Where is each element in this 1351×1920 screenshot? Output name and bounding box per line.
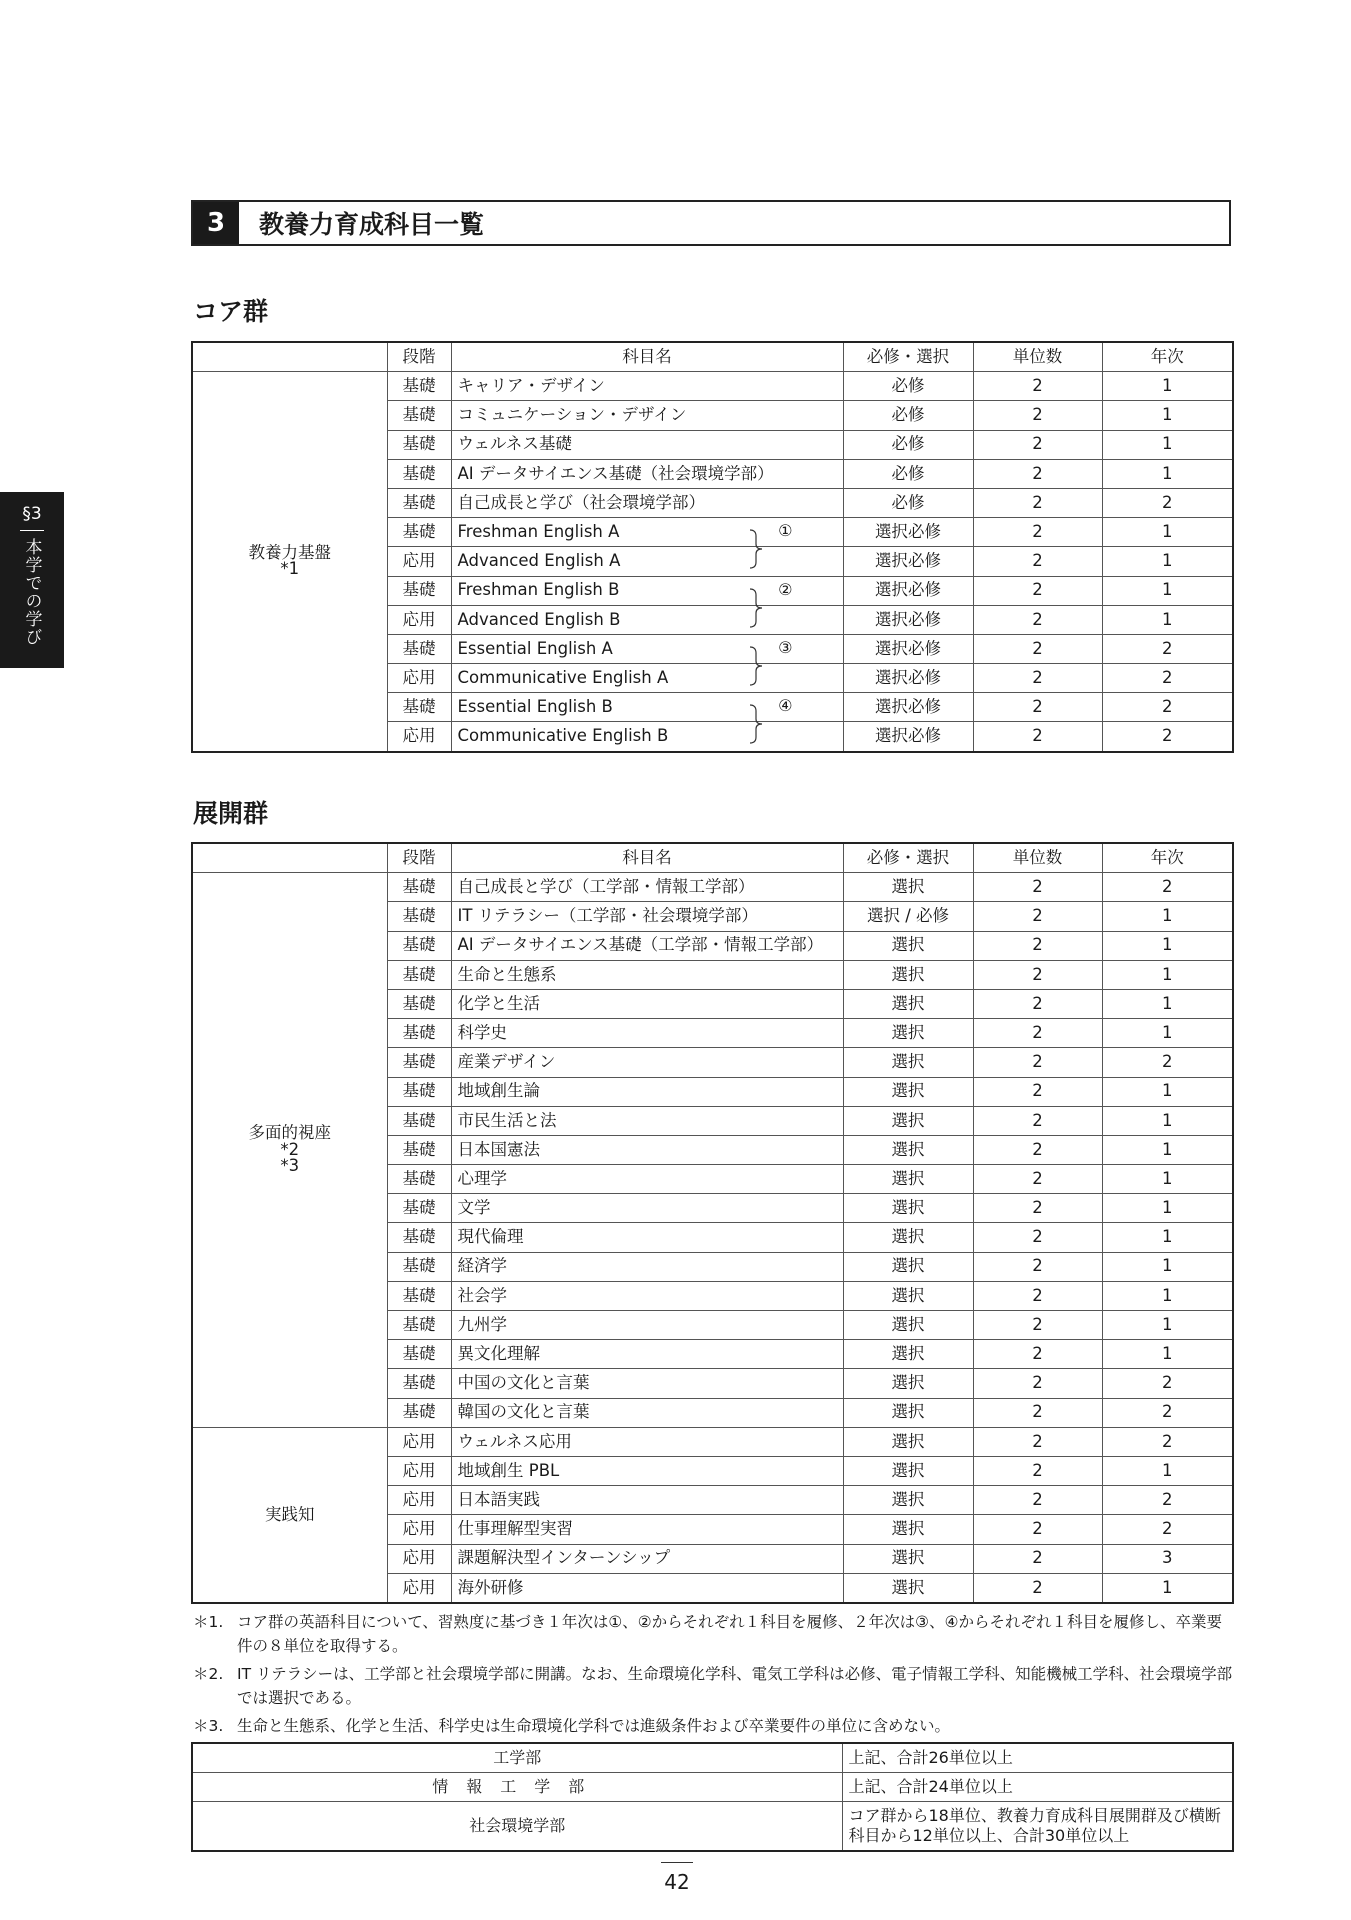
course-name: 韓国の文化と言葉 — [457, 1402, 590, 1422]
course-name-cell — [451, 1340, 843, 1369]
credits-cell: 2 — [973, 931, 1102, 960]
course-name: 地域創生 PBL — [457, 1460, 560, 1480]
credits-cell: 2 — [973, 1515, 1102, 1544]
credits-cell: 2 — [973, 547, 1102, 576]
dev-table — [191, 842, 1234, 1604]
summary-row — [192, 1773, 1233, 1802]
header-credits: 単位数 — [973, 342, 1102, 372]
year-cell: 2 — [1102, 722, 1233, 752]
credits-cell: 2 — [973, 430, 1102, 459]
credits-cell: 2 — [973, 1106, 1102, 1135]
header-credits: 単位数 — [973, 843, 1102, 873]
core-group-title: コア群 — [193, 297, 269, 326]
course-name: 地域創生論 — [457, 1081, 540, 1101]
requirement-cell: 選択 — [843, 873, 973, 902]
side-tab-label: 本学での学び — [21, 538, 42, 646]
course-name-cell — [451, 605, 843, 634]
credits-cell: 2 — [973, 1340, 1102, 1369]
course-name-cell — [451, 1048, 843, 1077]
summary-requirement: コア群から18単位、教養力育成科目展開群及び横断科目から12単位以上、合計30単位以上 — [842, 1802, 1233, 1852]
brace-number: ② — [778, 579, 793, 599]
credits-cell: 2 — [973, 664, 1102, 693]
course-name-cell — [451, 1573, 843, 1603]
core-table — [191, 341, 1234, 753]
credits-cell: 2 — [973, 1135, 1102, 1164]
course-name: 仕事理解型実習 — [457, 1519, 573, 1539]
summary-requirement: 上記、合計24単位以上 — [842, 1773, 1233, 1802]
credits-cell: 2 — [973, 1223, 1102, 1252]
course-name-cell — [451, 722, 843, 752]
page-number: 42 — [664, 1870, 690, 1894]
table-row — [192, 873, 1233, 902]
footnote-text: IT リテラシーは、工学部と社会環境学部に開講。なお、生命環境化学科、電気工学科は必修、電子情報工学科、知能機械工学科、社会環境学部では選択である。 — [237, 1665, 1233, 1708]
stage-cell: 基礎 — [387, 693, 451, 722]
group-label: 多面的視座 — [248, 1123, 331, 1143]
brace-number: ① — [778, 521, 793, 541]
table-header-row — [192, 843, 1233, 873]
year-cell: 1 — [1102, 430, 1233, 459]
course-name-cell — [451, 1369, 843, 1398]
course-name: 経済学 — [457, 1256, 507, 1276]
side-tab — [0, 492, 64, 668]
credits-cell: 2 — [973, 1194, 1102, 1223]
credits-cell: 2 — [973, 488, 1102, 517]
year-cell: 1 — [1102, 1135, 1233, 1164]
stage-cell: 基礎 — [387, 1048, 451, 1077]
stage-cell: 応用 — [387, 1427, 451, 1456]
stage-cell: 応用 — [387, 605, 451, 634]
side-tab-section: §3 — [22, 504, 42, 524]
course-name: AI データサイエンス基礎（社会環境学部） — [457, 463, 774, 483]
brace-icon — [749, 588, 763, 628]
requirement-cell: 選択必修 — [843, 576, 973, 605]
stage-cell: 基礎 — [387, 459, 451, 488]
year-cell: 1 — [1102, 1573, 1233, 1603]
requirement-cell: 選択 — [843, 1048, 973, 1077]
requirement-cell: 選択 — [843, 1486, 973, 1515]
course-name-cell — [451, 1486, 843, 1515]
requirement-cell: 選択 — [843, 1019, 973, 1048]
credits-cell: 2 — [973, 1369, 1102, 1398]
year-cell: 1 — [1102, 605, 1233, 634]
credits-cell: 2 — [973, 1427, 1102, 1456]
stage-cell: 基礎 — [387, 1165, 451, 1194]
credits-cell: 2 — [973, 1544, 1102, 1573]
course-name: Freshman English B — [457, 580, 620, 600]
course-name: ウェルネス基礎 — [457, 434, 572, 454]
course-name-cell — [451, 1281, 843, 1310]
course-name: Advanced English B — [457, 609, 621, 629]
side-tab-divider — [20, 530, 44, 531]
stage-cell: 基礎 — [387, 1223, 451, 1252]
footnote-mark: ＊1. — [193, 1613, 224, 1631]
header-cell-group — [192, 342, 387, 372]
course-name: Essential English B — [457, 697, 613, 717]
course-name-cell — [451, 547, 843, 576]
course-name: 社会学 — [457, 1285, 507, 1305]
year-cell: 1 — [1102, 1456, 1233, 1485]
year-cell: 2 — [1102, 488, 1233, 517]
course-name-cell — [451, 1427, 843, 1456]
table-header-row — [192, 342, 1233, 372]
credits-cell: 2 — [973, 1456, 1102, 1485]
stage-cell: 基礎 — [387, 902, 451, 931]
table-row — [192, 372, 1233, 401]
requirement-cell: 選択 — [843, 1311, 973, 1340]
requirement-cell: 選択必修 — [843, 722, 973, 752]
year-cell: 2 — [1102, 693, 1233, 722]
course-name-cell — [451, 1019, 843, 1048]
course-name-cell — [451, 634, 843, 663]
summary-requirement: 上記、合計26単位以上 — [842, 1743, 1233, 1773]
year-cell: 2 — [1102, 873, 1233, 902]
requirement-cell: 選択 — [843, 989, 973, 1018]
credits-cell: 2 — [973, 1048, 1102, 1077]
credits-cell: 2 — [973, 634, 1102, 663]
footnote-text: コア群の英語科目について、習熟度に基づき１年次は①、②からそれぞれ１科目を履修、２年次は③、④からそれぞれ１科目を履修し、卒業要件の８単位を取得する。 — [237, 1613, 1222, 1656]
requirement-cell: 選択 — [843, 1544, 973, 1573]
course-name: IT リテラシー（工学部・社会環境学部） — [457, 906, 758, 926]
stage-cell: 応用 — [387, 547, 451, 576]
requirement-cell: 選択 — [843, 1281, 973, 1310]
footnote-text: 生命と生態系、化学と生活、科学史は生命環境化学科では進級条件および卒業要件の単位に含めない。 — [237, 1717, 951, 1736]
stage-cell: 基礎 — [387, 1340, 451, 1369]
group-note: *2 — [280, 1139, 300, 1159]
year-cell: 1 — [1102, 1340, 1233, 1369]
course-name-cell — [451, 1515, 843, 1544]
header-requirement: 必修・選択 — [843, 843, 973, 873]
course-name-cell — [451, 1165, 843, 1194]
course-name-cell — [451, 1223, 843, 1252]
requirement-cell: 選択必修 — [843, 664, 973, 693]
credits-cell: 2 — [973, 459, 1102, 488]
course-name: Communicative English B — [457, 726, 669, 746]
course-name-cell — [451, 989, 843, 1018]
course-name-cell — [451, 873, 843, 902]
credits-cell: 2 — [973, 722, 1102, 752]
course-name: 産業デザイン — [457, 1052, 556, 1072]
footnote — [193, 1714, 1233, 1738]
group-label: 実践知 — [265, 1504, 315, 1524]
course-name: Essential English A — [457, 638, 613, 658]
course-name: 自己成長と学び（社会環境学部） — [457, 492, 705, 512]
course-name: Freshman English A — [457, 521, 620, 541]
year-cell: 1 — [1102, 960, 1233, 989]
stage-cell: 基礎 — [387, 634, 451, 663]
credits-cell: 2 — [973, 1573, 1102, 1603]
stage-cell: 基礎 — [387, 1194, 451, 1223]
credits-cell: 2 — [973, 1077, 1102, 1106]
group-label: 教養力基盤 — [248, 542, 331, 562]
header-stage: 段階 — [387, 342, 451, 372]
credits-cell: 2 — [973, 693, 1102, 722]
stage-cell: 応用 — [387, 1456, 451, 1485]
brace-icon — [749, 646, 763, 686]
credits-cell: 2 — [973, 1165, 1102, 1194]
requirement-cell: 選択 — [843, 960, 973, 989]
course-name-cell — [451, 664, 843, 693]
credits-cell: 2 — [973, 576, 1102, 605]
course-name: Communicative English A — [457, 667, 669, 687]
credits-cell: 2 — [973, 1311, 1102, 1340]
course-name-cell — [451, 459, 843, 488]
credits-cell: 2 — [973, 401, 1102, 430]
stage-cell: 基礎 — [387, 1077, 451, 1106]
course-name: 科学史 — [457, 1022, 507, 1042]
footnotes — [193, 1610, 1233, 1742]
brace-number: ④ — [778, 696, 793, 716]
course-name-cell — [451, 1194, 843, 1223]
section-title: 教養力育成科目一覧 — [259, 210, 485, 239]
credits-cell: 2 — [973, 1019, 1102, 1048]
group-cell — [192, 873, 387, 1428]
course-name-cell — [451, 430, 843, 459]
year-cell: 1 — [1102, 1252, 1233, 1281]
course-name-cell — [451, 1398, 843, 1427]
requirement-cell: 必修 — [843, 488, 973, 517]
header-year: 年次 — [1102, 843, 1233, 873]
requirement-cell: 必修 — [843, 372, 973, 401]
credits-cell: 2 — [973, 960, 1102, 989]
year-cell: 1 — [1102, 1223, 1233, 1252]
year-cell: 1 — [1102, 401, 1233, 430]
year-cell: 1 — [1102, 1019, 1233, 1048]
requirement-cell: 選択 — [843, 1573, 973, 1603]
year-cell: 1 — [1102, 931, 1233, 960]
requirement-cell: 選択 — [843, 1252, 973, 1281]
course-name: 自己成長と学び（工学部・情報工学部） — [457, 877, 755, 897]
credits-cell: 2 — [973, 902, 1102, 931]
year-cell: 1 — [1102, 518, 1233, 547]
course-name-cell — [451, 1544, 843, 1573]
stage-cell: 基礎 — [387, 960, 451, 989]
footnote-mark: ＊3. — [193, 1717, 224, 1736]
stage-cell: 基礎 — [387, 1311, 451, 1340]
requirement-cell: 選択 — [843, 1369, 973, 1398]
stage-cell: 基礎 — [387, 401, 451, 430]
year-cell: 1 — [1102, 1077, 1233, 1106]
course-name-cell — [451, 1135, 843, 1164]
year-cell: 1 — [1102, 1165, 1233, 1194]
year-cell: 2 — [1102, 1398, 1233, 1427]
table-row — [192, 1427, 1233, 1456]
stage-cell: 基礎 — [387, 488, 451, 517]
year-cell: 2 — [1102, 1369, 1233, 1398]
header-requirement: 必修・選択 — [843, 342, 973, 372]
course-name-cell — [451, 576, 843, 605]
course-name: ウェルネス応用 — [457, 1431, 572, 1451]
stage-cell: 応用 — [387, 1515, 451, 1544]
dev-group-title: 展開群 — [193, 799, 269, 828]
summary-row — [192, 1802, 1233, 1852]
credits-cell: 2 — [973, 873, 1102, 902]
year-cell: 1 — [1102, 576, 1233, 605]
year-cell: 1 — [1102, 1311, 1233, 1340]
stage-cell: 基礎 — [387, 989, 451, 1018]
year-cell: 1 — [1102, 1194, 1233, 1223]
course-name-cell — [451, 1252, 843, 1281]
course-name-cell — [451, 518, 843, 547]
stage-cell: 基礎 — [387, 1281, 451, 1310]
requirement-cell: 必修 — [843, 430, 973, 459]
header-cell-group — [192, 843, 387, 873]
requirement-cell: 選択 — [843, 1427, 973, 1456]
group-note: *1 — [280, 559, 300, 579]
year-cell: 2 — [1102, 1515, 1233, 1544]
course-name: 生命と生態系 — [457, 964, 557, 984]
course-name-cell — [451, 372, 843, 401]
requirement-cell: 選択必修 — [843, 547, 973, 576]
course-name: 九州学 — [457, 1314, 507, 1334]
requirement-cell: 選択 — [843, 1194, 973, 1223]
stage-cell: 応用 — [387, 664, 451, 693]
summary-dept: 工学部 — [192, 1743, 842, 1773]
course-name-cell — [451, 1106, 843, 1135]
year-cell: 1 — [1102, 1281, 1233, 1310]
header-stage: 段階 — [387, 843, 451, 873]
stage-cell: 基礎 — [387, 518, 451, 547]
summary-row — [192, 1743, 1233, 1773]
course-name: Advanced English A — [457, 551, 621, 571]
header-course: 科目名 — [451, 342, 843, 372]
requirement-cell: 選択 — [843, 1106, 973, 1135]
stage-cell: 基礎 — [387, 576, 451, 605]
requirement-cell: 選択 — [843, 1223, 973, 1252]
stage-cell: 応用 — [387, 1544, 451, 1573]
requirement-cell: 選択 — [843, 1135, 973, 1164]
requirement-cell: 選択 — [843, 1340, 973, 1369]
stage-cell: 基礎 — [387, 1398, 451, 1427]
year-cell: 2 — [1102, 1048, 1233, 1077]
course-name: 異文化理解 — [457, 1344, 540, 1364]
credits-cell: 2 — [973, 1252, 1102, 1281]
footnote — [193, 1610, 1233, 1658]
requirement-cell: 選択 — [843, 931, 973, 960]
course-name: 中国の文化と言葉 — [457, 1373, 590, 1393]
course-name: 日本語実践 — [457, 1489, 540, 1509]
stage-cell: 応用 — [387, 722, 451, 752]
course-name: 日本国憲法 — [457, 1139, 540, 1159]
stage-cell: 基礎 — [387, 1019, 451, 1048]
page-number-rule — [661, 1862, 693, 1863]
credits-cell: 2 — [973, 518, 1102, 547]
credits-cell: 2 — [973, 1398, 1102, 1427]
section-number: 3 — [193, 202, 239, 244]
course-name: AI データサイエンス基礎（工学部・情報工学部） — [457, 935, 824, 955]
footnote-mark: ＊2. — [193, 1665, 224, 1684]
year-cell: 1 — [1102, 1106, 1233, 1135]
course-name-cell — [451, 693, 843, 722]
year-cell: 1 — [1102, 902, 1233, 931]
summary-dept: 社会環境学部 — [192, 1802, 842, 1852]
stage-cell: 基礎 — [387, 372, 451, 401]
stage-cell: 基礎 — [387, 1135, 451, 1164]
requirement-cell: 必修 — [843, 459, 973, 488]
credits-cell: 2 — [973, 372, 1102, 401]
course-name: 文学 — [457, 1198, 491, 1218]
course-name-cell — [451, 401, 843, 430]
course-name: 心理学 — [457, 1168, 507, 1188]
stage-cell: 基礎 — [387, 430, 451, 459]
year-cell: 1 — [1102, 459, 1233, 488]
stage-cell: 基礎 — [387, 1369, 451, 1398]
requirement-cell: 選択 — [843, 1398, 973, 1427]
requirement-cell: 選択必修 — [843, 518, 973, 547]
stage-cell: 基礎 — [387, 873, 451, 902]
course-name-cell — [451, 488, 843, 517]
brace-number: ③ — [778, 637, 793, 657]
course-name-cell — [451, 931, 843, 960]
requirement-cell: 選択必修 — [843, 634, 973, 663]
course-name: キャリア・デザイン — [457, 376, 605, 396]
year-cell: 1 — [1102, 547, 1233, 576]
group-note: *3 — [280, 1156, 300, 1176]
year-cell: 1 — [1102, 989, 1233, 1018]
credits-cell: 2 — [973, 1281, 1102, 1310]
stage-cell: 基礎 — [387, 1252, 451, 1281]
summary-dept: 情報工学部 — [192, 1773, 842, 1802]
credits-cell: 2 — [973, 1486, 1102, 1515]
requirement-cell: 選択 — [843, 1515, 973, 1544]
course-name-cell — [451, 960, 843, 989]
course-name: 現代倫理 — [457, 1227, 524, 1247]
year-cell: 2 — [1102, 664, 1233, 693]
brace-icon — [749, 529, 763, 569]
stage-cell: 基礎 — [387, 1106, 451, 1135]
credits-cell: 2 — [973, 989, 1102, 1018]
header-year: 年次 — [1102, 342, 1233, 372]
group-cell — [192, 372, 387, 752]
year-cell: 1 — [1102, 372, 1233, 401]
course-name: 課題解決型インターンシップ — [457, 1548, 671, 1568]
requirement-cell: 必修 — [843, 401, 973, 430]
brace-icon — [749, 704, 763, 744]
stage-cell: 応用 — [387, 1573, 451, 1603]
stage-cell: 基礎 — [387, 931, 451, 960]
requirement-cell: 選択 / 必修 — [843, 902, 973, 931]
course-name-cell — [451, 902, 843, 931]
requirement-cell: 選択必修 — [843, 605, 973, 634]
group-cell — [192, 1427, 387, 1603]
course-name-cell — [451, 1077, 843, 1106]
course-name-cell — [451, 1311, 843, 1340]
header-course: 科目名 — [451, 843, 843, 873]
requirement-cell: 選択 — [843, 1456, 973, 1485]
requirement-cell: 選択 — [843, 1165, 973, 1194]
year-cell: 2 — [1102, 1427, 1233, 1456]
stage-cell: 応用 — [387, 1486, 451, 1515]
section-header — [191, 200, 1231, 246]
requirement-cell: 選択必修 — [843, 693, 973, 722]
year-cell: 3 — [1102, 1544, 1233, 1573]
footnote — [193, 1662, 1233, 1710]
year-cell: 2 — [1102, 634, 1233, 663]
dev-table-body — [192, 843, 1233, 1603]
summary-table — [191, 1742, 1234, 1852]
course-name: 化学と生活 — [457, 993, 540, 1013]
requirement-cell: 選択 — [843, 1077, 973, 1106]
course-name: コミュニケーション・デザイン — [457, 405, 687, 425]
year-cell: 2 — [1102, 1486, 1233, 1515]
course-name: 海外研修 — [457, 1577, 524, 1597]
core-table-body — [192, 342, 1233, 752]
course-name-cell — [451, 1456, 843, 1485]
credits-cell: 2 — [973, 605, 1102, 634]
course-name: 市民生活と法 — [457, 1110, 557, 1130]
